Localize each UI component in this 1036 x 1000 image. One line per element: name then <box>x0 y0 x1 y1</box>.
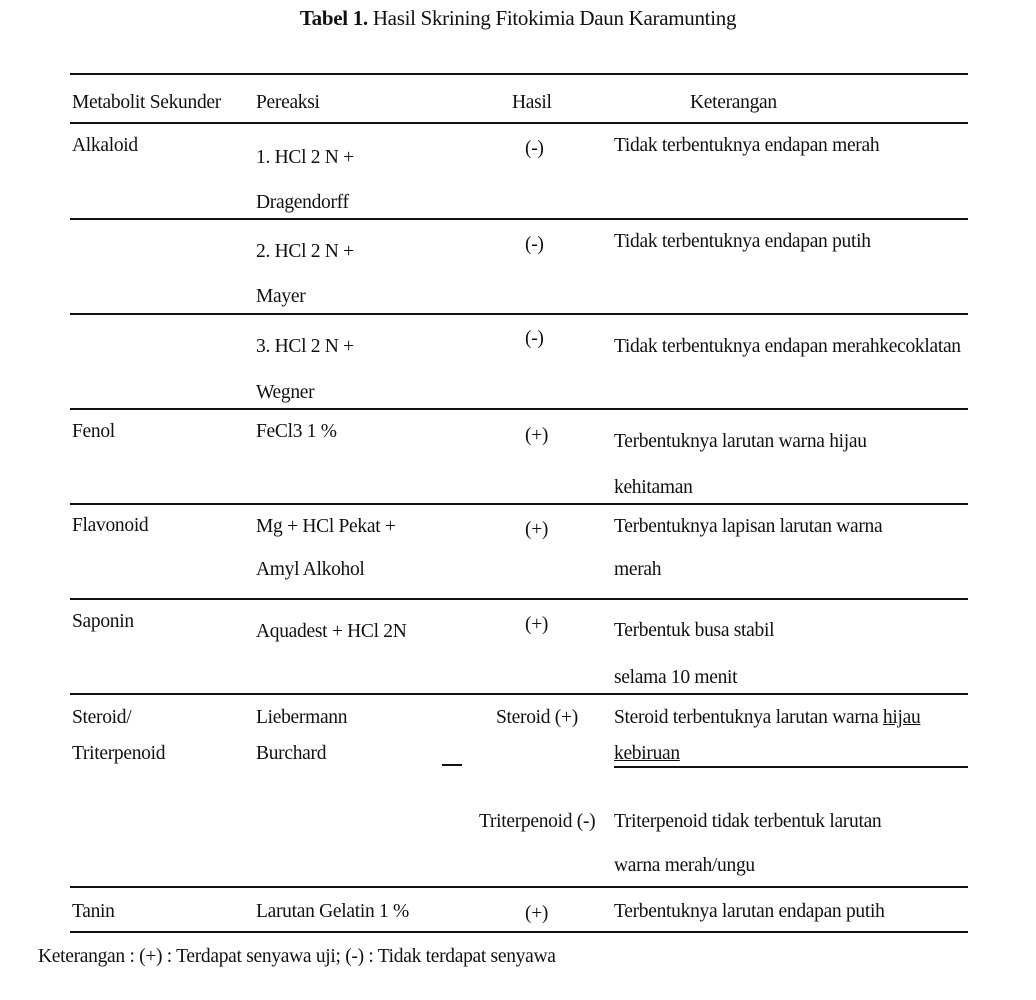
keterangan-text: Steroid terbentuknya larutan warna <box>614 707 883 728</box>
cell-keterangan-line: selama 10 menit <box>614 667 738 688</box>
steroid-dash-mark <box>442 764 462 766</box>
header-hasil: Hasil <box>512 92 552 113</box>
table-top-rule <box>70 73 968 75</box>
cell-keterangan-line: merah <box>614 559 662 580</box>
cell-hasil-triterpenoid: Triterpenoid (-) <box>479 811 596 832</box>
cell-hasil: (+) <box>525 425 549 446</box>
cell-metabolit-flavonoid: Flavonoid <box>72 515 149 536</box>
cell-metabolit-fenol: Fenol <box>72 421 115 442</box>
header-pereaksi: Pereaksi <box>256 92 320 113</box>
footnote: Keterangan : (+) : Terdapat senyawa uji; (-) : Tidak terdapat senyawa <box>38 946 556 967</box>
cell-pereaksi-line: Burchard <box>256 743 327 764</box>
cell-pereaksi-line: Wegner <box>256 382 315 403</box>
cell-keterangan-line: Terbentuknya larutan warna hijau <box>614 431 867 452</box>
cell-keterangan: Terbentuknya larutan endapan putih <box>614 901 885 922</box>
cell-hasil: (+) <box>525 903 549 924</box>
cell-pereaksi-line: Dragendorff <box>256 192 349 213</box>
row-divider <box>70 408 968 410</box>
cell-pereaksi-line: 1. HCl 2 N + <box>256 147 354 168</box>
row-divider <box>70 693 968 695</box>
cell-metabolit-tanin: Tanin <box>72 901 115 922</box>
cell-keterangan: Tidak terbentuknya endapan putih <box>614 231 871 252</box>
cell-hasil-steroid: Steroid (+) <box>496 707 578 728</box>
cell-keterangan: Tidak terbentuknya endapan merahkecoklatan <box>614 336 961 357</box>
cell-pereaksi: Aquadest + HCl 2N <box>256 621 407 642</box>
cell-metabolit-alkaloid: Alkaloid <box>72 135 138 156</box>
cell-pereaksi-line: Mg + HCl Pekat + <box>256 516 396 537</box>
keterangan-underlined: hijau <box>882 707 921 728</box>
cell-hasil: (-) <box>525 138 544 159</box>
cell-hasil: (-) <box>525 328 544 349</box>
cell-hasil: (+) <box>525 614 549 635</box>
cell-pereaksi-line: 2. HCl 2 N + <box>256 241 354 262</box>
cell-pereaksi-line: Mayer <box>256 286 306 307</box>
table-title-text: Hasil Skrining Fitokimia Daun Karamunting <box>372 6 737 30</box>
cell-metabolit-triterpenoid: Triterpenoid <box>72 743 166 764</box>
cell-metabolit-steroid: Steroid/ <box>72 707 132 728</box>
table-bottom-rule <box>70 931 968 933</box>
header-keterangan: Keterangan <box>690 92 777 113</box>
cell-pereaksi: FeCl3 1 % <box>256 421 337 442</box>
row-divider <box>70 598 968 600</box>
cell-hasil: (+) <box>525 519 549 540</box>
row-divider <box>70 503 968 505</box>
steroid-subrow-rule <box>614 766 968 768</box>
header-metabolit: Metabolit Sekunder <box>72 92 221 113</box>
cell-keterangan-steroid-cont: kebiruan <box>614 743 680 764</box>
row-divider <box>70 218 968 220</box>
row-divider <box>70 313 968 315</box>
cell-metabolit-saponin: Saponin <box>72 611 134 632</box>
table-title <box>0 6 1036 31</box>
cell-keterangan-steroid <box>614 706 920 730</box>
cell-keterangan-line: Triterpenoid tidak terbentuk larutan <box>614 811 882 832</box>
cell-pereaksi-line: Amyl Alkohol <box>256 559 365 580</box>
cell-pereaksi-line: Liebermann <box>256 707 348 728</box>
cell-hasil: (-) <box>525 234 544 255</box>
cell-keterangan: Tidak terbentuknya endapan merah <box>614 135 880 156</box>
cell-pereaksi: Larutan Gelatin 1 % <box>256 901 409 922</box>
row-divider <box>70 886 968 888</box>
header-bottom-rule <box>70 122 968 124</box>
table-title-label: Tabel 1. <box>299 6 368 30</box>
cell-keterangan-line: Terbentuk busa stabil <box>614 620 775 641</box>
cell-keterangan-line: Terbentuknya lapisan larutan warna <box>614 516 883 537</box>
cell-keterangan-line: kehitaman <box>614 477 693 498</box>
cell-pereaksi-line: 3. HCl 2 N + <box>256 336 354 357</box>
cell-keterangan-line: warna merah/ungu <box>614 855 755 876</box>
